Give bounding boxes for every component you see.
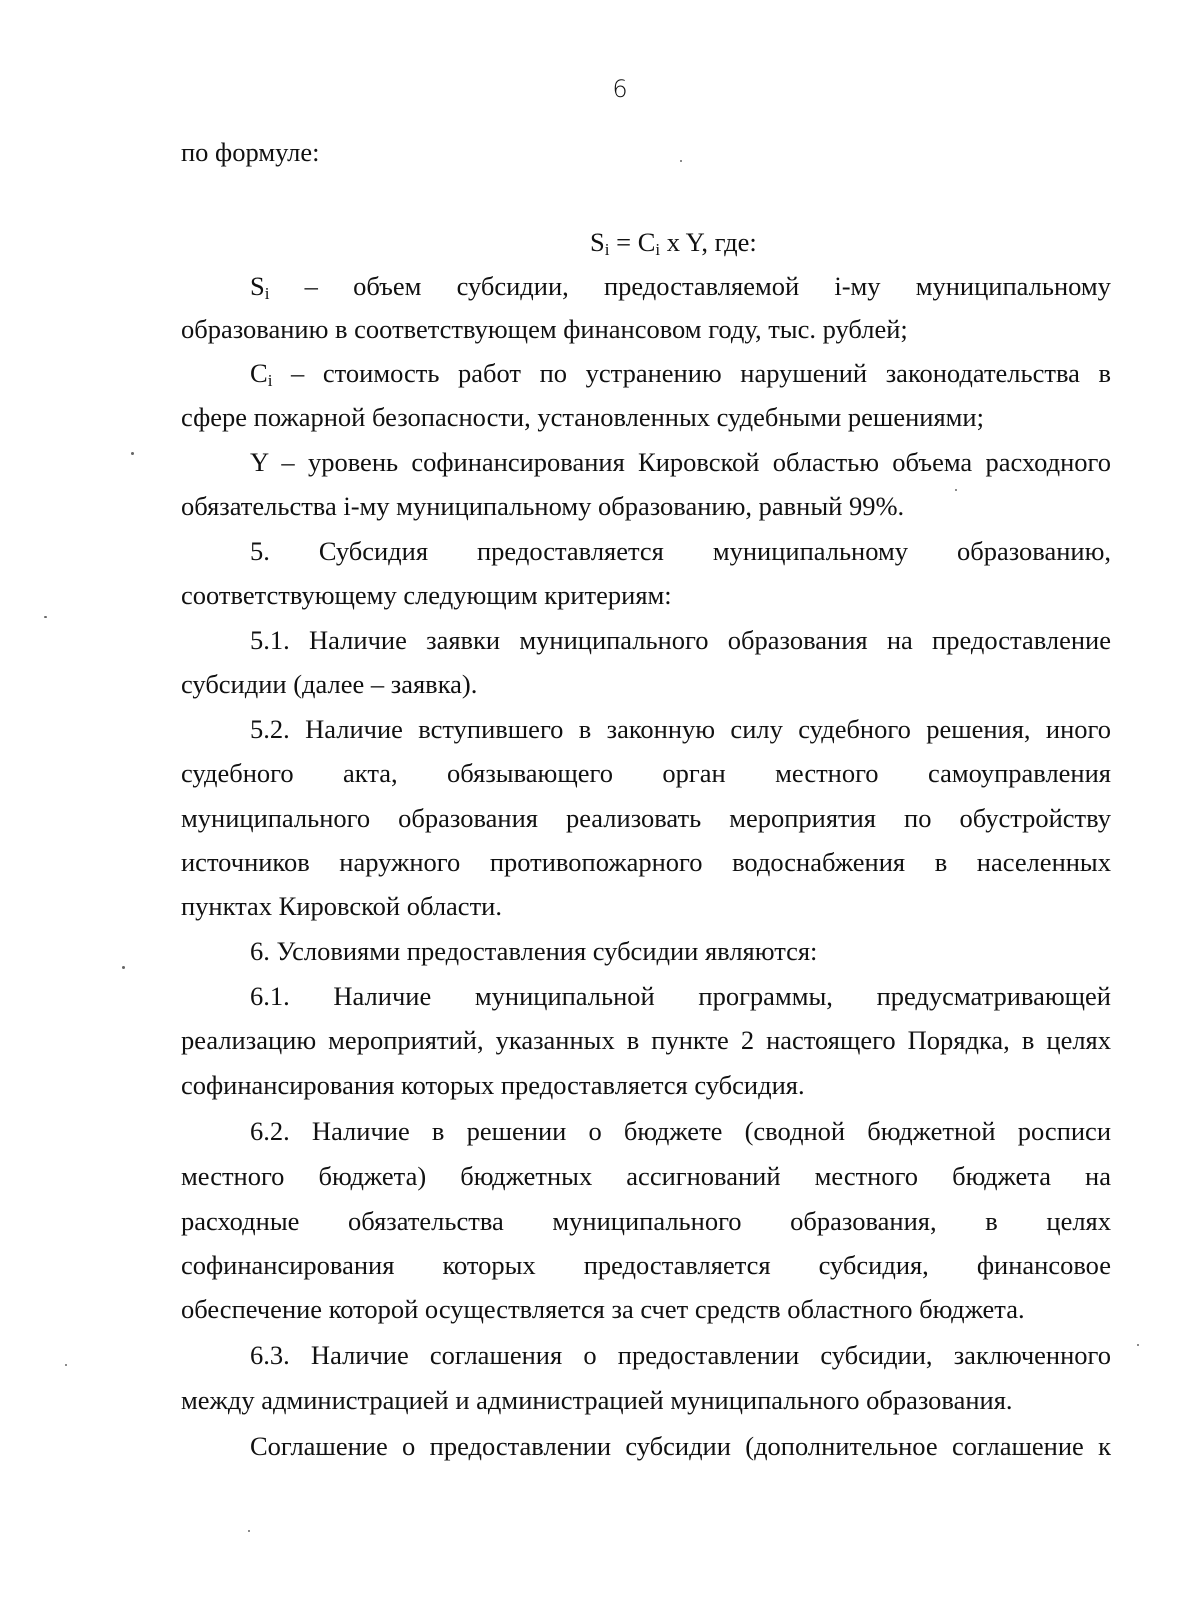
s-def-word: i-му (834, 271, 881, 301)
paragraph-6-1-line-3: софинансирования которых предоставляется субсидия. (181, 1070, 805, 1100)
formula-c: C (637, 227, 656, 257)
y-definition-line-2: обязательства i-му муниципальному образованию, равный 99%. (181, 491, 905, 521)
s-def-word: муниципальному (915, 271, 1111, 301)
scan-speck (1137, 1344, 1139, 1346)
formula (590, 226, 757, 258)
paragraph-5-1-line-2: субсидии (далее – заявка). (181, 669, 478, 699)
s-def-word: предоставляемой (603, 271, 800, 301)
paragraph-6-2-line-5: обеспечение которой осуществляется за счет средств областного бюджета. (181, 1294, 1025, 1324)
scan-speck (680, 160, 682, 162)
formula-eq: = (609, 227, 638, 257)
y-definition-line-1: Y – уровень софинансирования Кировской областью объема расходного (250, 447, 1111, 477)
c-definition-line-2: сфере пожарной безопасности, установленных судебными решениями; (181, 402, 984, 432)
paragraph-6-1-line-1: 6.1. Наличие муниципальной программы, предусматривающей (250, 981, 1111, 1011)
scan-speck (65, 1364, 67, 1366)
s-definition-line-2: образованию в соответствующем финансовом году, тыс. рублей; (181, 314, 908, 344)
scan-speck (248, 1530, 250, 1532)
s-def-symbol: $S_i$ (250, 271, 270, 303)
paragraph-5-2-line-2: судебного акта, обязывающего орган местного самоуправления (181, 758, 1111, 788)
paragraph-5-2-line-1: 5.2. Наличие вступившего в законную силу судебного решения, иного (250, 714, 1111, 744)
paragraph-5-2-line-3: муниципального образования реализовать мероприятия по обустройству (181, 803, 1111, 833)
paragraph-5-2-line-5: пунктах Кировской области. (181, 891, 502, 921)
s-definition-line-1 (250, 270, 1111, 302)
formula-rest: x Y, где: (660, 227, 757, 257)
paragraph-5-2-line-4: источников наружного противопожарного водоснабжения в населенных (181, 847, 1111, 877)
paragraph-6-2-line-1: 6.2. Наличие в решении о бюджете (сводной бюджетной росписи (250, 1116, 1111, 1146)
formula-intro: по формуле: (181, 137, 320, 167)
paragraph-6-2-line-3: расходные обязательства муниципального образования, в целях (181, 1206, 1111, 1236)
scan-speck (44, 616, 47, 618)
scan-speck (122, 966, 125, 969)
paragraph-6-2-line-4: софинансирования которых предоставляется субсидия, финансовое (181, 1250, 1111, 1280)
scan-speck (131, 452, 134, 455)
s-def-word: субсидии, (456, 271, 569, 301)
agreement-line-1: Соглашение о предоставлении субсидии (дополнительное соглашение к (250, 1431, 1111, 1461)
paragraph-6-3-line-1: 6.3. Наличие соглашения о предоставлении субсидии, заключенного (250, 1340, 1111, 1370)
paragraph-5-line-2: соответствующему следующим критериям: (181, 580, 672, 610)
paragraph-6-2-line-2: местного бюджета) бюджетных ассигнований местного бюджета на (181, 1161, 1111, 1191)
formula-s-sub: i (604, 240, 610, 259)
scan-speck (955, 489, 957, 491)
c-definition-line-1: $C_i$ – стоимость работ по устранению нарушений законодательства в (250, 358, 1111, 390)
page-number: 6 (612, 75, 628, 103)
paragraph-5-1-line-1: 5.1. Наличие заявки муниципального образования на предоставление (250, 625, 1111, 655)
formula-c-sub: i (655, 240, 661, 259)
formula-s: S (590, 227, 605, 257)
paragraph-5-line-1: 5. Субсидия предоставляется муниципальному образованию, (250, 536, 1111, 566)
paragraph-6-3-line-2: между администрацией и администрацией муниципального образования. (181, 1385, 1013, 1415)
s-def-word: объем (353, 271, 422, 301)
paragraph-6-1-line-2: реализацию мероприятий, указанных в пункте 2 настоящего Порядка, в целях (181, 1025, 1111, 1055)
s-def-dash: – (304, 271, 318, 301)
paragraph-6-line-1: 6. Условиями предоставления субсидии являются: (250, 936, 818, 966)
